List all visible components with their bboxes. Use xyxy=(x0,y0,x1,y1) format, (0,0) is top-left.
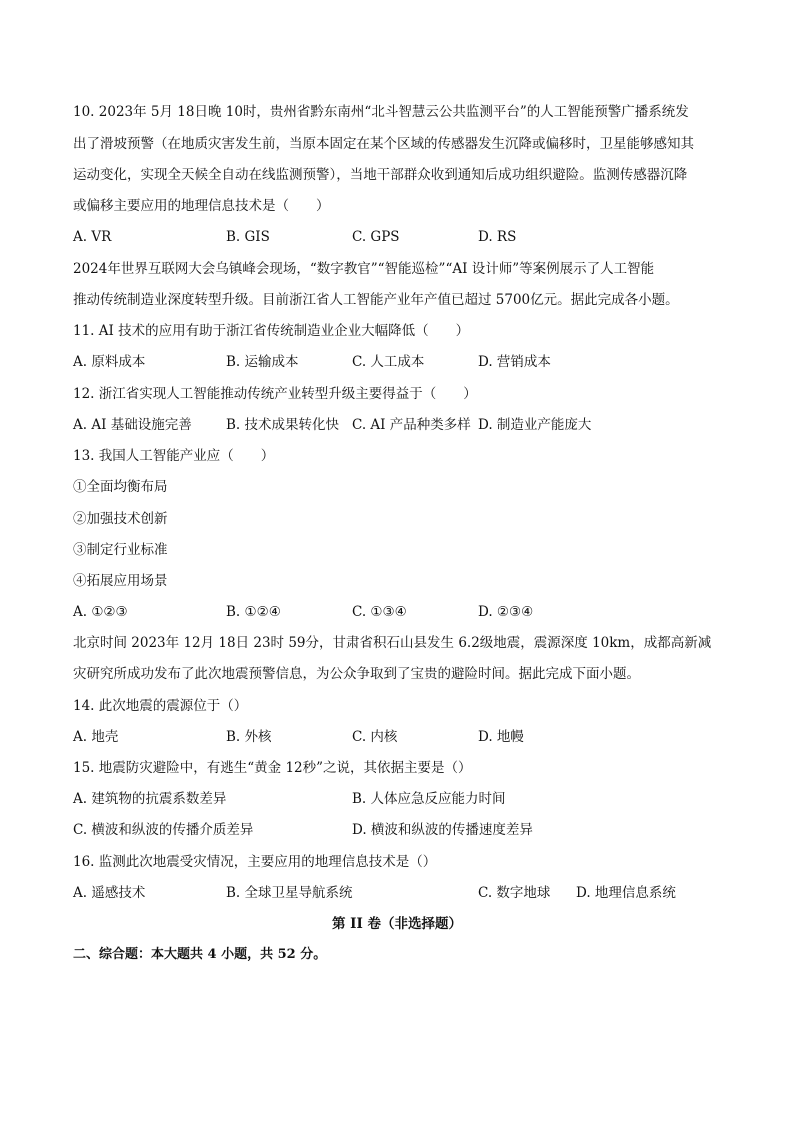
q16-option-a: A. 遥感技术 xyxy=(73,885,146,901)
q13-option-b: B. ①②④ xyxy=(226,604,281,620)
ai-passage-line-1: 2024年世界互联网大会乌镇峰会现场，“数字教官”“智能巡检”“AI 设计师”等案例展示了人工智能 xyxy=(73,261,655,277)
q15-stem: 15. 地震防灾避险中，有逃生“黄金 12秒”之说，其依据主要是（） xyxy=(73,760,472,776)
q12-option-d: D. 制造业产能庞大 xyxy=(478,417,592,433)
q16-stem: 16. 监测此次地震受灾情况，主要应用的地理信息技术是（） xyxy=(73,854,437,870)
q16-option-c: C. 数字地球 xyxy=(478,885,551,901)
q13-option-a: A. ①②③ xyxy=(73,604,128,620)
q15-option-c: C. 横波和纵波的传播介质差异 xyxy=(73,822,254,838)
q10-stem-line-2: 出了滑坡预警（在地质灾害发生前，当原本固定在某个区域的传感器发生沉降或偏移时，卫星能够感知其 xyxy=(73,136,694,152)
q10-option-c: C. GPS xyxy=(352,229,400,245)
q11-option-d: D. 营销成本 xyxy=(478,354,551,370)
section-2-title: 第 II 卷（非选择题） xyxy=(331,916,463,932)
ai-passage-line-2: 推动传统制造业深度转型升级。目前浙江省人工智能产业年产值已超过 5700亿元。据此完成各小题。 xyxy=(73,292,679,308)
q10-option-b: B. GIS xyxy=(226,229,270,245)
quake-passage-line-2: 灾研究所成功发布了此次地震预警信息，为公众争取到了宝贵的避险时间。据此完成下面小题。 xyxy=(73,666,640,682)
q10-stem-line-1: 10. 2023年 5月 18日晚 10时，贵州省黔东南州“北斗智慧云公共监测平台”的人工智能预警广播系统发 xyxy=(73,104,689,120)
q15-option-b: B. 人体应急反应能力时间 xyxy=(352,791,506,807)
q14-option-b: B. 外核 xyxy=(226,729,272,745)
q13-item-2: ②加强技术创新 xyxy=(73,511,168,527)
q14-option-d: D. 地幔 xyxy=(478,729,524,745)
q11-option-b: B. 运输成本 xyxy=(226,354,299,370)
q13-option-d: D. ②③④ xyxy=(478,604,534,620)
q10-option-a: A. VR xyxy=(73,229,112,245)
q11-stem: 11. AI 技术的应用有助于浙江省传统制造业企业大幅降低（ ） xyxy=(73,323,470,339)
quake-passage-line-1: 北京时间 2023年 12月 18日 23时 59分，甘肃省积石山县发生 6.2级地震，震源深度 10km，成都高新减 xyxy=(73,635,712,651)
q10-stem-line-4: 或偏移主要应用的地理信息技术是（ ） xyxy=(73,198,330,214)
q13-item-1: ①全面均衡布局 xyxy=(73,479,168,495)
q16-option-b: B. 全球卫星导航系统 xyxy=(226,885,353,901)
q14-option-c: C. 内核 xyxy=(352,729,398,745)
q12-option-c: C. AI 产品种类多样 xyxy=(352,417,471,433)
q12-option-b: B. 技术成果转化快 xyxy=(226,417,340,433)
q13-option-c: C. ①③④ xyxy=(352,604,407,620)
section-2-heading: 二、综合题：本大题共 4 小题，共 52 分。 xyxy=(73,947,327,962)
q14-option-a: A. 地壳 xyxy=(73,729,119,745)
q12-stem: 12. 浙江省实现人工智能推动传统产业转型升级主要得益于（ ） xyxy=(73,386,477,402)
q13-item-4: ④拓展应用场景 xyxy=(73,573,168,589)
q15-option-d: D. 横波和纵波的传播速度差异 xyxy=(352,822,533,838)
q15-option-a: A. 建筑物的抗震系数差异 xyxy=(73,791,227,807)
q13-item-3: ③制定行业标准 xyxy=(73,542,168,558)
q10-stem-line-3: 运动变化，实现全天候全自动在线监测预警），当地干部群众收到通知后成功组织避险。监测传感器沉降 xyxy=(73,167,688,183)
q11-option-c: C. 人工成本 xyxy=(352,354,425,370)
q16-option-d: D. 地理信息系统 xyxy=(576,885,676,901)
q14-stem: 14. 此次地震的震源位于（） xyxy=(73,698,248,714)
q11-option-a: A. 原料成本 xyxy=(73,354,146,370)
q10-option-d: D. RS xyxy=(478,229,517,245)
q13-stem: 13. 我国人工智能产业应（ ） xyxy=(73,448,275,464)
q12-option-a: A. AI 基础设施完善 xyxy=(73,417,192,433)
